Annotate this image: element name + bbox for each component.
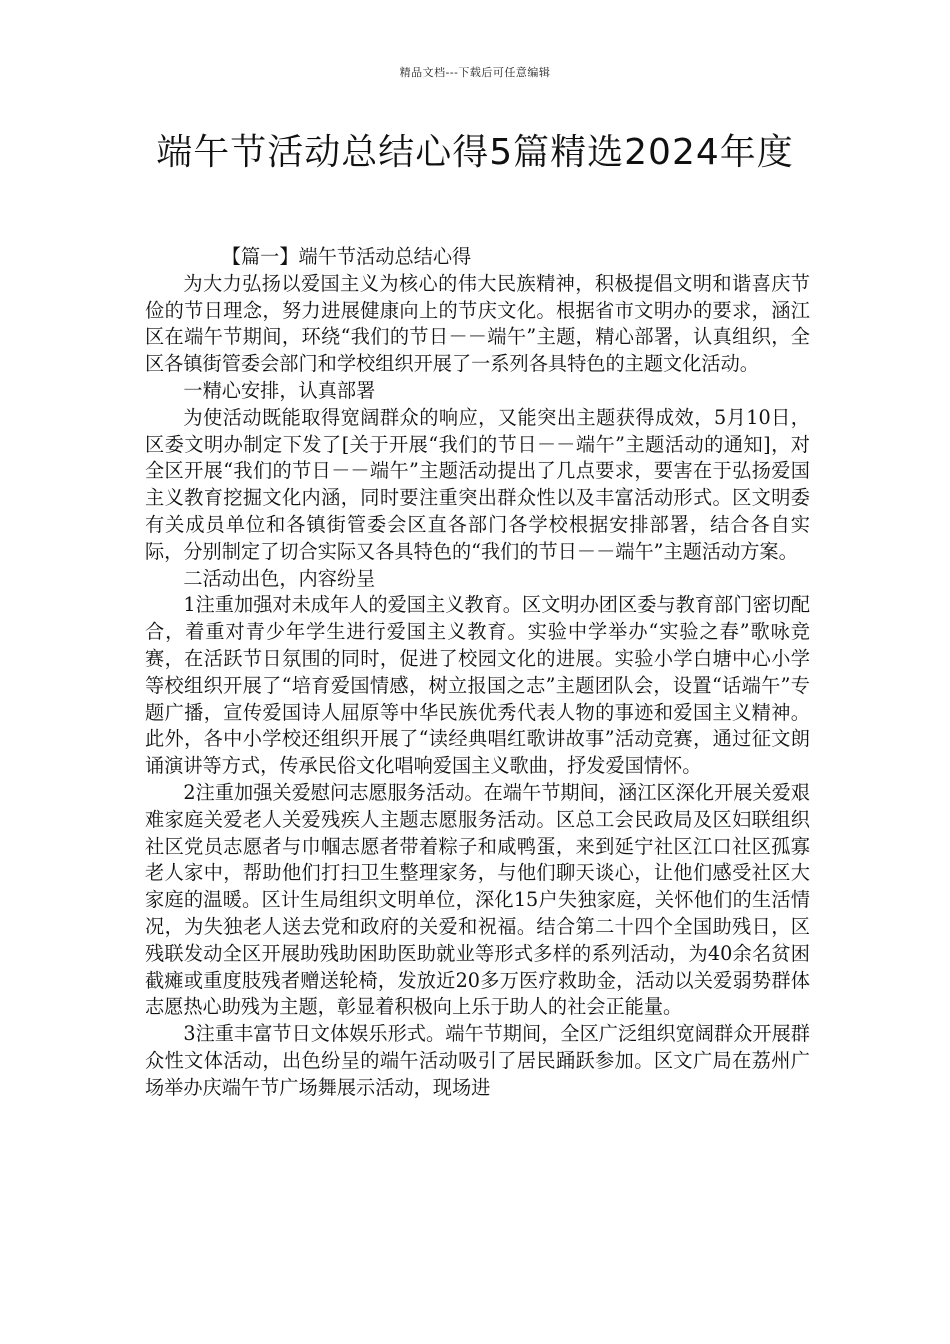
document-title: 端午节活动总结心得5篇精选2024年度 — [156, 132, 794, 173]
paragraph: 2注重加强关爱慰问志愿服务活动。在端午节期间，涵江区深化开展关爱艰难家庭关爱老人关爱残疾人主题志愿服务活动。区总工会民政局及区妇联组织社区党员志愿者与巾帼志愿者带着粽子和咸鸭蛋，来到延宁社区江口社区孤寡老人家中，帮助他们打扫卫生整理家务，与他们聊天谈心，让他们感受社区大家庭的温暖。区计生局组织文明单位，深化15户失独家庭，关怀他们的生活情况，为失独老人送去党和政府的关爱和祝福。结合第二十四个全国助残日，区残联发动全区开展助残助困助医助就业等形式多样的系列活动，为40余名贫困截瘫或重度肢残者赠送轮椅，发放近20多万医疗救助金，活动以关爱弱势群体志愿热心助残为主题，彰显着积极向上乐于助人的社会正能量。 — [145, 780, 810, 1019]
paragraph: 为大力弘扬以爱国主义为核心的伟大民族精神，积极提倡文明和谐喜庆节俭的节日理念，努力进展健康向上的节庆文化。根据省市文明办的要求，涵江区在端午节期间，环绕“我们的节日－－端午”主题，精心部署，认真组织，全区各镇街管委会部门和学校组织开展了一系列各具特色的主题文化活动。 — [145, 271, 810, 376]
document-body — [145, 244, 810, 1102]
paragraph: 为使活动既能取得宽阔群众的响应，又能突出主题获得成效，5月10日，区委文明办制定下发了[关于开展“我们的节日－－端午”主题活动的通知]，对全区开展“我们的节日－－端午”主题活动提出了几点要求，要害在于弘扬爱国主义教育挖掘文化内涵，同时要注重突出群众性以及丰富活动形式。区文明委有关成员单位和各镇街管委会区直各部门各学校根据安排部署，结合各自实际，分别制定了切合实际又各具特色的“我们的节日－－端午”主题活动方案。 — [145, 405, 810, 563]
paragraph: 3注重丰富节日文体娱乐形式。端午节期间，全区广泛组织宽阔群众开展群众性文体活动，出色纷呈的端午活动吸引了居民踊跃参加。区文广局在荔州广场举办庆端午节广场舞展示活动，现场进 — [145, 1022, 810, 1099]
section-heading: 一精心安排，认真部署 — [183, 378, 376, 402]
paragraph: 1注重加强对未成年人的爱国主义教育。区文明办团区委与教育部门密切配合，着重对青少年学生进行爱国主义教育。实验中学举办“实验之春”歌咏竞赛，在活跃节日氛围的同时，促进了校园文化的进展。实验小学白塘中心小学等校组织开展了“培育爱国情感，树立报国之志”主题团队会，设置“话端午”专题广播，宣传爱国诗人屈原等中华民族优秀代表人物的事迹和爱国主义精神。此外，各中小学校还组织开展了“读经典唱红歌讲故事”活动竞赛，通过征文朗诵演讲等方式，传承民俗文化唱响爱国主义歌曲，抒发爱国情怀。 — [145, 593, 810, 778]
header-note: 精品文档---下载后可任意编辑 — [399, 66, 551, 79]
section-heading: 二活动出色，内容纷呈 — [183, 566, 376, 590]
article-heading: 【篇一】端午节活动总结心得 — [221, 245, 472, 268]
